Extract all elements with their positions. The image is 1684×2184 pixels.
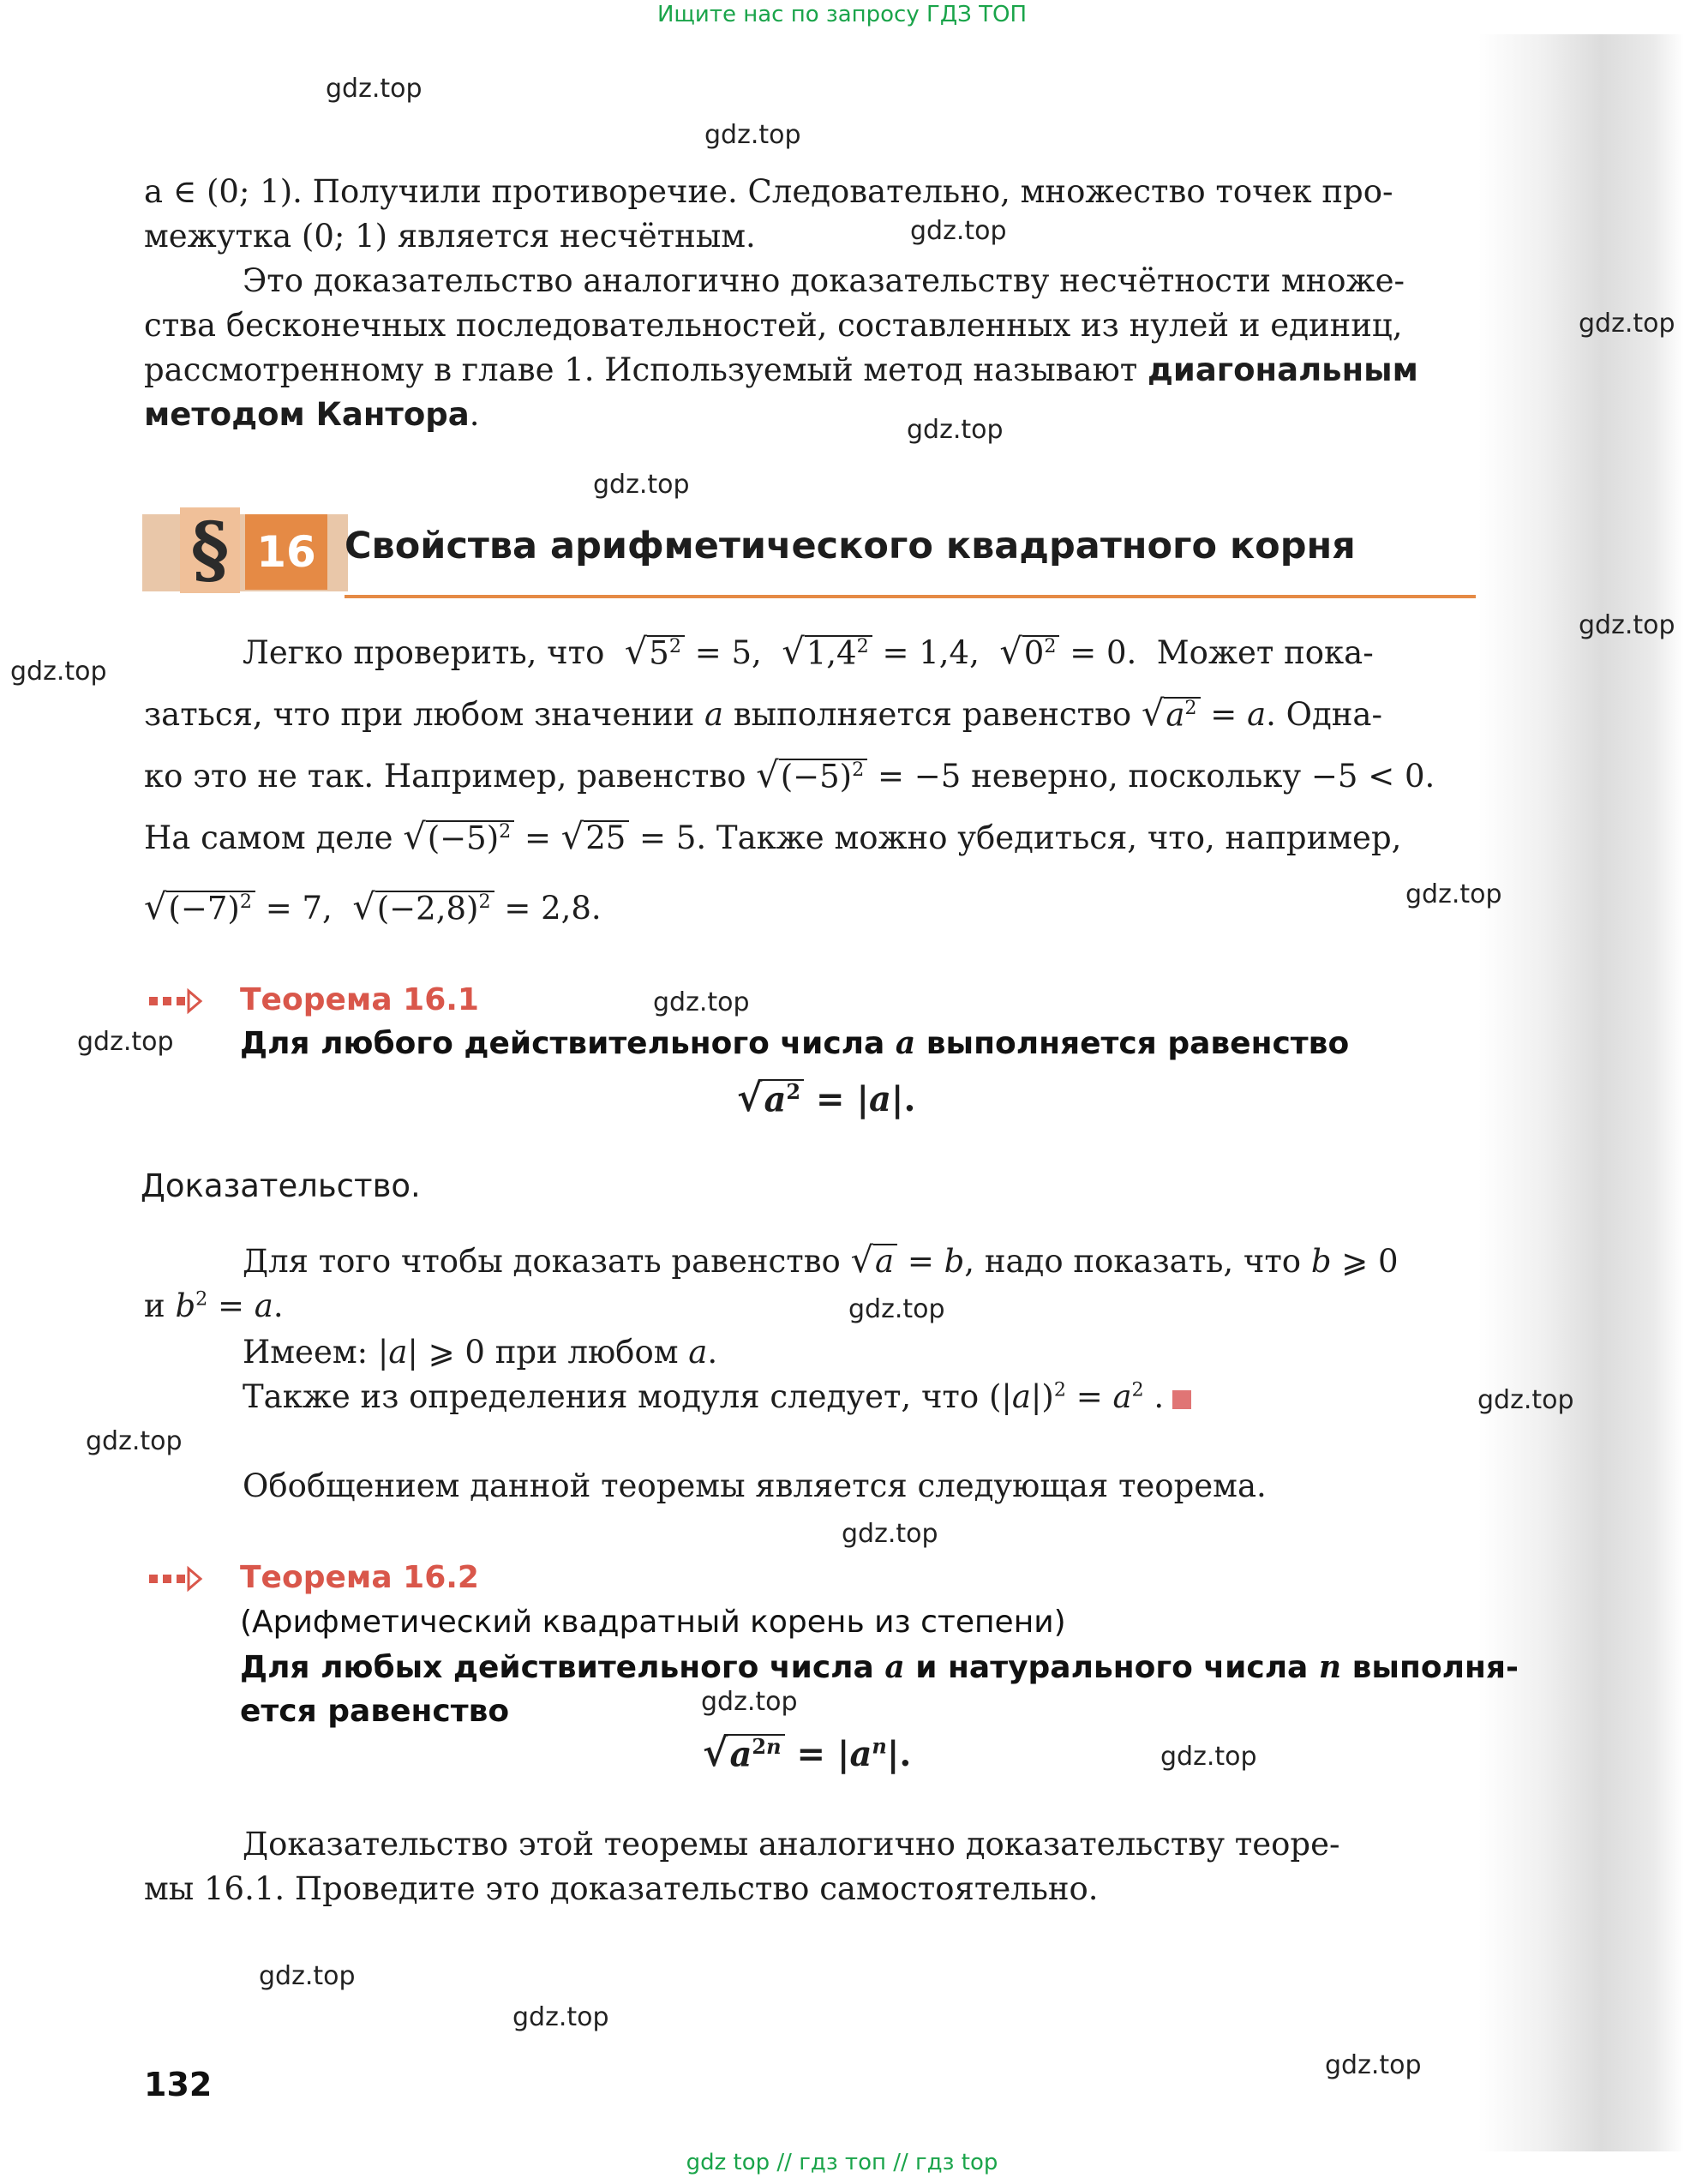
section-rule — [345, 595, 1476, 598]
text-run: рассмотренному в главе 1. Используемый метод называют — [144, 351, 1148, 388]
formula: $b^2 = a$. — [175, 1287, 284, 1324]
theorem-body — [240, 1025, 1349, 1061]
paragraph-line: межутка (0; 1) является несчётным. — [144, 218, 756, 255]
var-a: a — [884, 1649, 905, 1685]
watermark: gdz.top — [1477, 1385, 1574, 1415]
watermark: gdz.top — [512, 2002, 609, 2032]
watermark: gdz.top — [704, 120, 801, 150]
paragraph-line: a ∈ (0; 1). Получили противоречие. Следовательно, множество точек про- — [144, 173, 1393, 210]
text-run: выполняется равенство — [926, 1026, 1350, 1061]
watermark: gdz.top — [1160, 1742, 1257, 1772]
watermark: gdz.top — [701, 1687, 798, 1717]
paragraph-line: Это доказательство аналогично доказательству несчётности множе- — [243, 262, 1405, 299]
proof-heading: Доказательство. — [141, 1167, 421, 1204]
proof-line: Имеем: |a| ⩾ 0 при любом a. — [243, 1334, 718, 1371]
page-edge-shadow — [1478, 34, 1684, 2151]
intro-line — [243, 631, 1374, 672]
theorem-body: ется равенство — [240, 1694, 510, 1729]
theorem-subtitle: (Арифметический квадратный корень из степени) — [240, 1605, 1066, 1640]
page-number: 132 — [144, 2066, 213, 2103]
watermark: gdz.top — [1579, 610, 1675, 640]
formula: $√(-5)^2 = √25 = 5$. — [403, 816, 707, 857]
theorem-body — [240, 1649, 1519, 1685]
var-a: a — [704, 696, 724, 733]
formula: √a = b, — [850, 1239, 975, 1281]
formula: $√5^2 = 5$, $√1,4^2 = 1,4$, $√0^2 = 0$. — [624, 631, 1137, 672]
var-a: a — [688, 1334, 708, 1371]
closing-line: Доказательство этой теоремы аналогично доказательству теоре- — [243, 1826, 1340, 1863]
text-run: выполняется равенство — [733, 696, 1132, 733]
intro-line — [144, 886, 602, 927]
formula: $√(-7)^2 = 7$, $√(-2,8)^2 = 2,8$. — [144, 886, 602, 927]
text-run: и натурального числа — [915, 1650, 1309, 1685]
intro-line — [144, 754, 1435, 795]
text-run: неверно, поскольку — [971, 758, 1302, 795]
proof-line — [144, 1287, 284, 1324]
intro-line — [144, 693, 1382, 734]
text-run: Для любого действительного числа — [240, 1026, 885, 1061]
watermark: gdz.top — [593, 470, 690, 500]
watermark: gdz.top — [848, 1294, 945, 1324]
text-run: Также из определения модуля следует, что — [243, 1378, 980, 1415]
text-run: и — [144, 1287, 165, 1324]
watermark: gdz.top — [910, 216, 1007, 246]
text-run: заться, что при любом значении — [144, 696, 695, 733]
formula: −5 < 0. — [1310, 758, 1435, 795]
watermark: gdz.top — [1325, 2050, 1422, 2080]
text-run: Для любых действительного числа — [240, 1650, 874, 1685]
theorem-title: Теорема 16.2 — [240, 1560, 479, 1595]
var-n: n — [1318, 1649, 1342, 1685]
text-run: Может пока- — [1156, 634, 1374, 671]
text-run: ко это не так. Например, равенство — [144, 758, 746, 795]
theorem-arrow-icon — [147, 1563, 216, 1594]
proof-line: Обобщением данной теоремы является следующая теорема. — [243, 1467, 1267, 1504]
text-run: На самом деле — [144, 819, 393, 856]
theorem-title: Теорема 16.1 — [240, 982, 479, 1017]
proof-line — [243, 1239, 1399, 1281]
text-run: . — [469, 396, 480, 433]
proof-line — [243, 1378, 1191, 1415]
text-run: выполня- — [1351, 1650, 1519, 1685]
top-banner: Ищите нас по запросу ГДЗ ТОП — [656, 2, 1028, 27]
section-title: Свойства арифметического квадратного корня — [345, 525, 1356, 567]
watermark: gdz.top — [326, 74, 422, 104]
qed-square-icon — [1172, 1390, 1191, 1409]
section-number: 16 — [245, 514, 327, 590]
text-run: Легко проверить, что — [243, 634, 605, 671]
watermark: gdz.top — [653, 987, 750, 1017]
watermark: gdz.top — [1579, 309, 1675, 339]
paragraph-line: ства бесконечных последовательностей, составленных из нулей и единиц, — [144, 307, 1403, 344]
var-a: a — [895, 1025, 916, 1061]
watermark: gdz.top — [77, 1027, 174, 1057]
text-run: надо показать, что — [984, 1243, 1302, 1280]
term-bold: диагональным — [1148, 351, 1418, 388]
intro-line — [144, 816, 1401, 857]
formula: $(|a|)^2 = a^2$ . — [988, 1378, 1165, 1415]
paragraph-line — [144, 396, 480, 433]
term-bold: методом Кантора — [144, 396, 470, 433]
section-symbol: § — [180, 507, 240, 593]
paragraph-line — [144, 351, 1418, 388]
theorem-arrow-icon — [147, 986, 216, 1017]
theorem-formula: $√a^{2n} = |a^n|$. — [703, 1730, 912, 1775]
watermark: gdz.top — [86, 1426, 183, 1456]
closing-line: мы 16.1. Проведите это доказательство самостоятельно. — [144, 1870, 1099, 1907]
text-run: Имеем: — [243, 1334, 369, 1371]
text-run: Также можно убедиться, что, например, — [716, 819, 1402, 856]
watermark: gdz.top — [10, 657, 107, 687]
text-run: Одна- — [1285, 696, 1382, 733]
formula: b ⩾ 0 — [1310, 1243, 1399, 1280]
bottom-banner: gdz top // гдз топ // гдз top — [686, 2150, 998, 2175]
formula: $√(-5)^2 = -5$ — [756, 754, 962, 795]
watermark: gdz.top — [907, 415, 1004, 445]
formula: $√a^2 = a$. — [1141, 693, 1276, 734]
text-run: Для того чтобы доказать равенство — [243, 1243, 841, 1280]
text-run: при любом — [494, 1334, 679, 1371]
watermark: gdz.top — [259, 1961, 356, 1991]
watermark: gdz.top — [1405, 879, 1502, 909]
formula: |a| ⩾ 0 — [377, 1334, 485, 1371]
theorem-formula: $√a^2 = |a|$. — [737, 1075, 916, 1120]
watermark: gdz.top — [842, 1519, 938, 1549]
